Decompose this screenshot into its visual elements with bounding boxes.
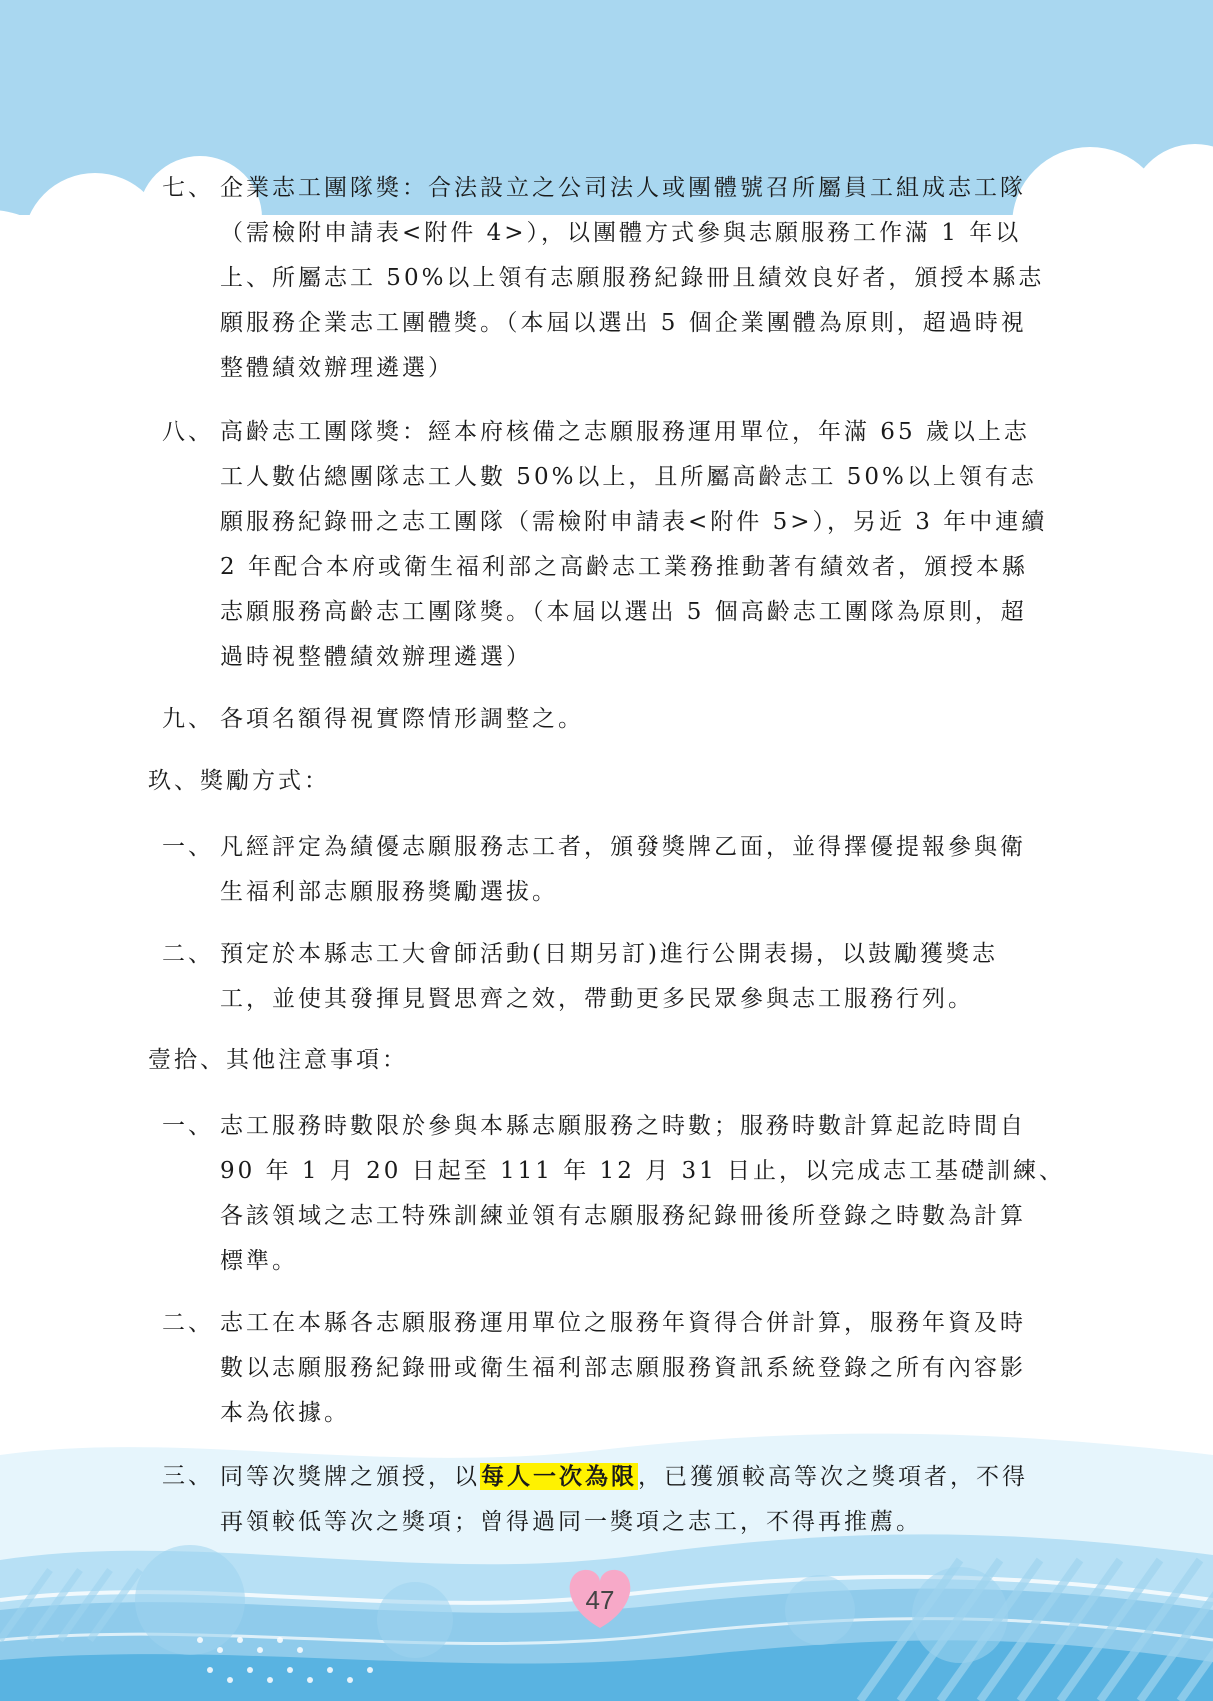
item-number: 八、 [162,419,214,445]
note-item-one [162,1104,1065,1284]
item-eight [162,410,1047,680]
item-number: 二、 [162,1310,214,1336]
note-item-three [162,1454,1028,1545]
section-heading-shi: 壹拾、其他注意事項： [148,1047,408,1073]
item-text-line: 凡經評定為績優志願服務志工者，頒發獎牌乙面，並得擇優提報參與衛 [220,834,1026,860]
item-text-line: 各項名額得視實際情形調整之。 [220,706,584,732]
item-text-line: 預定於本縣志工大會師活動(日期另訂)進行公開表揚，以鼓勵獲獎志 [220,941,998,967]
item-text-line: 志工在本縣各志願服務運用單位之服務年資得合併計算，服務年資及時 [220,1310,1026,1336]
item-nine [162,697,584,742]
highlighted-text: 每人一次為限 [481,1463,637,1490]
item-text-line: 本為依據。 [220,1400,350,1426]
item-text-line [220,1454,1028,1500]
item-text-line: 企業志工團隊獎：合法設立之公司法人或團體號召所屬員工組成志工隊 [220,175,1026,201]
section-heading-jiu: 玖、獎勵方式： [148,768,330,794]
item-text-line: 高齡志工團隊獎：經本府核備之志願服務運用單位，年滿 65 歲以上志 [220,419,1030,445]
note-item-two [162,1301,1026,1436]
item-text-line: 數以志願服務紀錄冊或衛生福利部志願服務資訊系統登錄之所有內容影 [220,1355,1026,1381]
item-text-line: 標準。 [220,1248,298,1274]
page-number: 47 [585,1585,615,1615]
reward-item-two [162,932,998,1022]
item-text-line: 過時視整體績效辦理遴選） [220,644,532,670]
item-text-line: 各該領域之志工特殊訓練並領有志願服務紀錄冊後所登錄之時數為計算 [220,1203,1026,1229]
item-text-line: 願服務企業志工團體獎。（本屆以選出 5 個企業團體為原則，超過時視 [220,310,1027,336]
item-number: 二、 [162,941,214,967]
item-text-line: 志工服務時數限於參與本縣志願服務之時數；服務時數計算起訖時間自 [220,1113,1026,1139]
item-text-line: 願服務紀錄冊之志工團隊（需檢附申請表<附件 5>），另近 3 年中連續 [220,509,1048,535]
item-text-line: 生福利部志願服務獎勵選拔。 [220,879,558,905]
item-text-line: 整體績效辦理遴選） [220,355,454,381]
item-text-line: 上、所屬志工 50%以上領有志願服務紀錄冊且績效良好者，頒授本縣志 [220,265,1045,291]
item-text-line: 再領較低等次之獎項；曾得過同一獎項之志工，不得再推薦。 [220,1509,922,1535]
item-number: 七、 [162,175,214,201]
item-text-line: 2 年配合本府或衛生福利部之高齡志工業務推動著有績效者，頒授本縣 [220,554,1028,580]
item-number: 三、 [162,1463,214,1489]
item-text-line: （需檢附申請表<附件 4>），以團體方式參與志願服務工作滿 1 年以 [220,220,1022,246]
text-segment: ，已獲頒較高等次之獎項者，不得 [638,1464,1028,1490]
item-text-line: 志願服務高齡志工團隊獎。（本屆以選出 5 個高齡志工團隊為原則，超 [220,599,1027,625]
reward-item-one [162,825,1026,915]
item-seven [162,166,1044,391]
item-number: 九、 [162,706,214,732]
item-number: 一、 [162,1113,214,1139]
item-number: 一、 [162,834,214,860]
item-text-line: 工，並使其發揮見賢思齊之效，帶動更多民眾參與志工服務行列。 [220,986,974,1012]
item-text-line: 工人數佔總團隊志工人數 50%以上，且所屬高齡志工 50%以上領有志 [220,464,1037,490]
text-segment: 同等次獎牌之頒授，以 [220,1464,480,1490]
item-text-line: 90 年 1 月 20 日起至 111 年 12 月 31 日止，以完成志工基礎訓練、 [220,1158,1066,1184]
